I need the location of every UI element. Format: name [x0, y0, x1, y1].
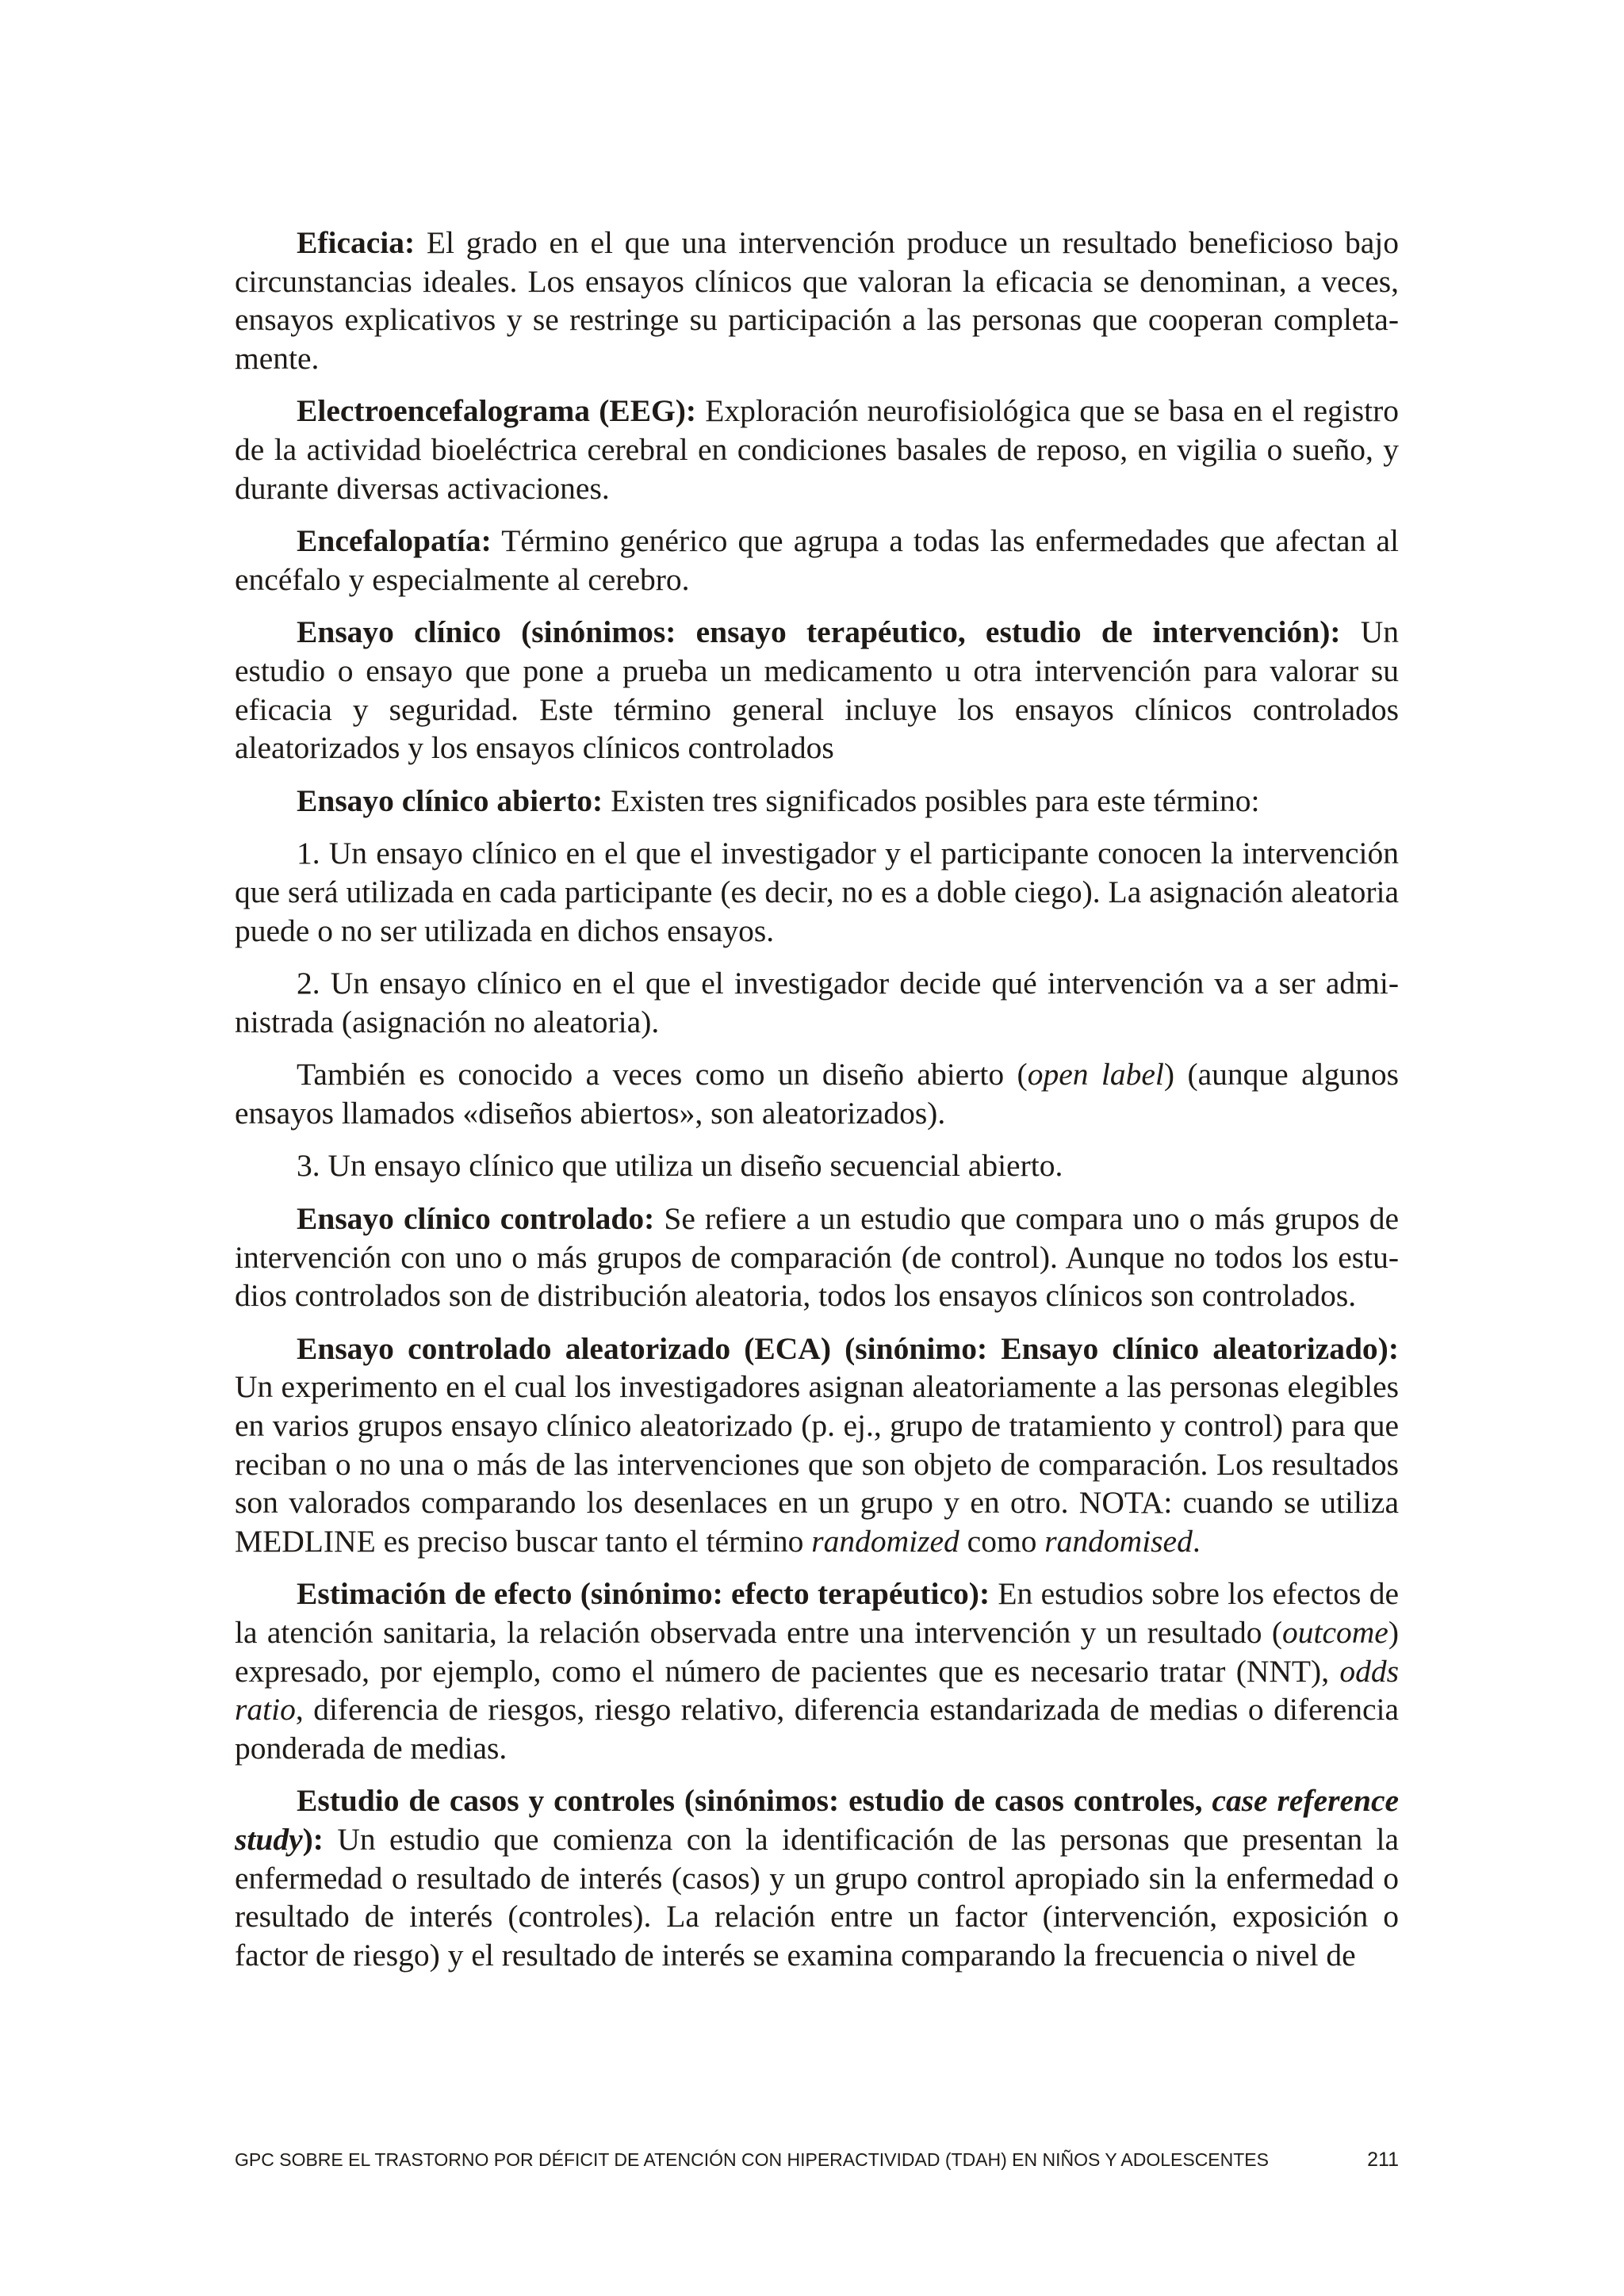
glossary-definition: En estudios sobre los efectos de la atención sanitaria, la relación observada entre una intervención y un resultado ( [235, 1576, 1399, 1650]
glossary-entry-ensayo-clinico [235, 613, 1399, 767]
glossary-definition: El grado en el que una intervención produce un resultado beneficioso bajo circunstancias ideales. Los ensayos clínicos que valoran la eficacia se denominan, a veces, ensayos explicativos y se restringe su participación a las personas que cooperan completamente. [235, 225, 1399, 376]
glossary-definition: como [967, 1523, 1037, 1559]
glossary-term: Ensayo clínico (sinónimos: ensayo terapéutico, estudio de intervención): [297, 614, 1341, 650]
glossary-note [235, 1055, 1399, 1132]
term-italic: case reference study [235, 1783, 1400, 1857]
glossary-definition: . [1192, 1523, 1201, 1559]
note-text: ) (aunque algunos ensayos llamados «diseños abiertos», son aleatorizados). [235, 1057, 1400, 1131]
glossary-definition: Se refiere a un estudio que compara uno o más grupos de intervención con uno o más grupos de comparación (de control). Aunque no todos los estudios controlados son de distribución aleatoria, todos los ensayos clínicos son controlados. [235, 1201, 1400, 1314]
glossary-definition: Exploración neurofisiológica que se basa en el registro de la actividad bioeléctrica cerebral en condiciones basales de reposo, en vigilia o sueño, y durante diversas activaciones. [235, 393, 1399, 506]
page-number: 211 [1367, 2149, 1399, 2171]
glossary-list-item-1: 1. Un ensayo clínico en el que el investigador y el participante conocen la intervención que será utilizada en cada participante (es decir, no es a doble ciego). La asignación aleatoria puede o no ser utilizada en dichos ensayos. [235, 836, 1399, 948]
glossary-entry-eficacia [235, 224, 1399, 377]
glossary-list-item-2: 2. Un ensayo clínico en el que el investigador decide qué intervención va a ser administrada (asignación no aleatoria). [235, 966, 1399, 1039]
italic-term: outcome [1282, 1615, 1388, 1650]
term-text: ): [302, 1821, 324, 1857]
glossary-term: Ensayo controlado aleatorizado (ECA) (sinónimo: Ensayo clínico aleatorizado): [297, 1330, 1399, 1366]
glossary-term: Electroencefalograma (EEG): [297, 393, 697, 429]
glossary-body [235, 224, 1399, 1988]
glossary-definition: Término genérico que agrupa a todas las enfermedades que afectan al encéfalo y especialmente al cerebro. [235, 523, 1399, 597]
glossary-definition: Un estudio o ensayo que pone a prueba un medicamento u otra intervención para valorar su eficacia y seguridad. Este término general incluye los ensayos clínicos controlados aleatorizados y los ensayos clínicos controlados [235, 614, 1400, 766]
glossary-entry-casos-controles [235, 1781, 1399, 1974]
glossary-term: Ensayo clínico controlado: [297, 1201, 655, 1237]
glossary-term: Encefalopatía: [297, 523, 492, 559]
italic-term: randomized [811, 1523, 959, 1559]
glossary-entry-eca [235, 1330, 1399, 1561]
glossary-entry-encefalopatia [235, 522, 1399, 599]
glossary-entry-eeg [235, 392, 1399, 507]
glossary-list-item-3: 3. Un ensayo clínico que utiliza un diseño secuencial abierto. [297, 1148, 1063, 1184]
note-italic-term: open label [1027, 1057, 1164, 1093]
glossary-term: Estimación de efecto (sinónimo: efecto terapéutico): [297, 1576, 990, 1612]
term-text: Estudio de casos y controles (sinónimos: estudio de casos controles, [297, 1783, 1203, 1819]
glossary-definition: , diferencia de riesgos, riesgo relativo, diferencia estandarizada de medias o diferencia ponderada de medias. [235, 1692, 1399, 1766]
note-text: También es conocido a veces como un diseño abierto ( [297, 1057, 1028, 1093]
italic-term: odds ratio [235, 1653, 1400, 1728]
glossary-definition: Un estudio que comienza con la identificación de las personas que presentan la enfermedad o resultado de interés (casos) y un grupo control apropiado sin la enfermedad o resultado de interés (controles). La relación entre un factor (intervención, exposición o factor de riesgo) y el resultado de interés se examina comparando la frecuencia o nivel de [235, 1821, 1400, 1973]
footer-title: GPC SOBRE EL TRASTORNO POR DÉFICIT DE ATENCIÓN CON HIPERACTIVIDAD (TDAH) EN NIÑOS Y ADOLESCENTES [235, 2149, 1269, 2170]
glossary-entry-ensayo-abierto [235, 782, 1399, 821]
glossary-definition: ) expresado, por ejemplo, como el número de pacientes que es necesario tratar (NNT), [235, 1615, 1399, 1689]
italic-term: randomised [1044, 1523, 1193, 1559]
glossary-term: Ensayo clínico abierto: [297, 783, 603, 818]
glossary-definition: Existen tres significados posibles para este término: [611, 783, 1260, 818]
glossary-definition: Un experimento en el cual los investigadores asignan aleatoriamente a las personas elegibles en varios grupos ensayo clínico aleatorizado (p. ej., grupo de tratamiento y control) para que reciban o no una o más de las intervenciones que son objeto de comparación. Los resultados son valorados comparando los desenlaces en un grupo y en otro. NOTA: cuando se utiliza MEDLINE es preciso buscar tanto el término [235, 1369, 1399, 1559]
glossary-entry-estimacion [235, 1575, 1399, 1767]
glossary-term: Eficacia: [297, 225, 416, 260]
glossary-entry-ensayo-controlado [235, 1200, 1399, 1315]
page-footer [235, 2149, 1399, 2172]
